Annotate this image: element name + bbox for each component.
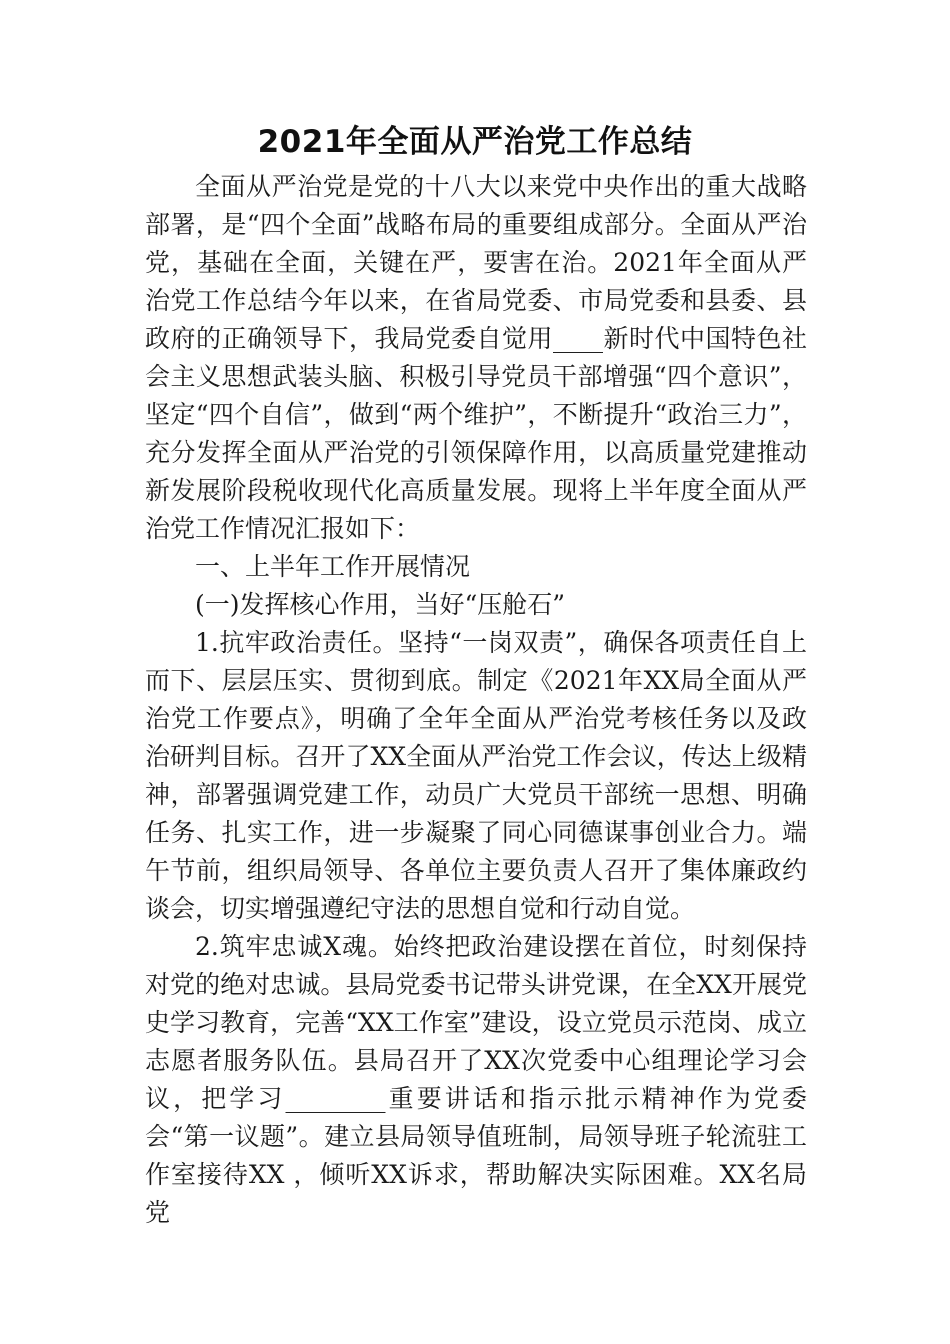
subsection-heading: (一)发挥核心作用，当好“压舱石” — [195, 590, 566, 619]
document-title: 2021年全面从严治党工作总结 — [257, 124, 693, 160]
item-paragraph-2: 2.筑牢忠诚X魂。始终把政治建设摆在首位，时刻保持对党的绝对忠诚。县局党委书记带头讲党课，在全XX开展党史学习教育，完善“XX工作室”建设，设立党员示范岗、成立志愿者服务队伍。县局召开了XX次党委中心组理论学习会议，把学习________重要讲话和指示批示精神作为党委会“第一议题”。建立县局领导值班制，局领导班子轮流驻工作室接待XX ，倾听XX诉求，帮助解决实际困难。XX名局党 — [145, 932, 807, 1227]
document-body — [145, 168, 807, 1232]
item-paragraph-1: 1.抗牢政治责任。坚持“一岗双责”，确保各项责任自上而下、层层压实、贯彻到底。制定《2021年XX局全面从严治党工作要点》，明确了全年全面从严治党考核任务以及政治研判目标。召开了XX全面从严治党工作会议，传达上级精神，部署强调党建工作，动员广大党员干部统一思想、明确任务、扎实工作，进一步凝聚了同心同德谋事创业合力。端午节前，组织局领导、各单位主要负责人召开了集体廉政约谈会，切实增强遵纪守法的思想自觉和行动自觉。 — [145, 628, 807, 923]
intro-paragraph: 全面从严治党是党的十八大以来党中央作出的重大战略部署，是“四个全面”战略布局的重要组成部分。全面从严治党，基础在全面，关键在严，要害在治。2021年全面从严治党工作总结今年以来，在省局党委、市局党委和县委、县政府的正确领导下，我局党委自觉用____新时代中国特色社会主义思想武装头脑、积极引导党员干部增强“四个意识”，坚定“四个自信”，做到“两个维护”，不断提升“政治三力”，充分发挥全面从严治党的引领保障作用，以高质量党建推动新发展阶段税收现代化高质量发展。现将上半年度全面从严治党工作情况汇报如下： — [145, 172, 807, 543]
section-heading: 一、上半年工作开展情况 — [195, 552, 471, 581]
